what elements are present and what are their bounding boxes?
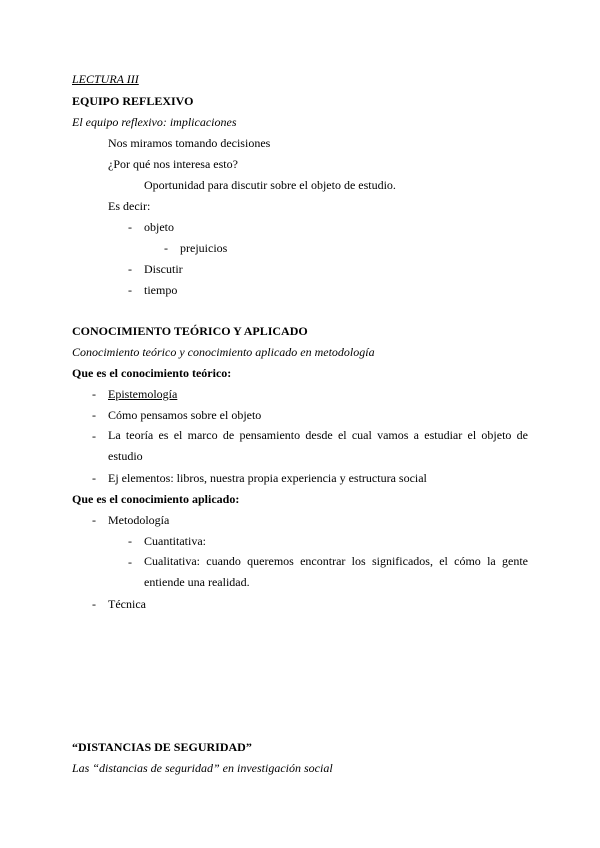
list-item-metodologia: Metodología [108,513,170,527]
list-bullet: - [92,408,96,422]
list-bullet: - [128,534,132,548]
list-bullet: - [92,513,96,527]
list-bullet: - [92,429,96,443]
list-bullet: - [92,471,96,485]
list-item-teoria: La teoría es el marco de pensamiento desde el cual vamos a estudiar el objeto de estudio [108,428,528,463]
list-bullet: - [128,220,132,234]
list-item-como-pensamos: Cómo pensamos sobre el objeto [108,408,262,422]
list-item-objeto: objeto [144,220,174,234]
list-bullet: - [92,387,96,401]
text-line-es-decir: Es decir: [108,199,151,213]
section-heading-conocimiento: CONOCIMIENTO TEÓRICO Y APLICADO [72,324,308,338]
section-heading-distancias: “DISTANCIAS DE SEGURIDAD” [72,740,252,754]
list-item-tiempo: tiempo [144,283,178,297]
section-heading-equipo-reflexivo: EQUIPO REFLEXIVO [72,94,194,108]
list-item-prejuicios: prejuicios [180,241,228,255]
list-item-cuantitativa: Cuantitativa: [144,534,206,548]
section-subtitle-conocimiento: Conocimiento teórico y conocimiento aplicado en metodología [72,345,375,359]
list-item-ej-elementos: Ej elementos: libros, nuestra propia experiencia y estructura social [108,471,427,485]
question-teorico: Que es el conocimiento teórico: [72,366,232,380]
list-item-cualitativa: Cualitativa: cuando queremos encontrar los significados, el cómo la gente entiende una realidad. [144,554,528,589]
section-subtitle-equipo-reflexivo: El equipo reflexivo: implicaciones [72,115,237,129]
list-bullet: - [128,283,132,297]
text-line-pregunta: ¿Por qué nos interesa esto? [108,157,238,171]
section-subtitle-distancias: Las “distancias de seguridad” en investigación social [72,761,333,775]
question-aplicado: Que es el conocimiento aplicado: [72,492,240,506]
list-bullet: - [128,262,132,276]
list-bullet: - [164,241,168,255]
lectura-label: LECTURA III [72,72,139,86]
list-item-tecnica: Técnica [108,597,146,611]
list-bullet: - [128,555,132,569]
list-item-discutir: Discutir [144,262,183,276]
text-line-decisiones: Nos miramos tomando decisiones [108,136,271,150]
list-bullet: - [92,597,96,611]
list-item-epistemologia: Epistemología [108,387,178,401]
text-line-oportunidad: Oportunidad para discutir sobre el objeto de estudio. [144,178,396,192]
